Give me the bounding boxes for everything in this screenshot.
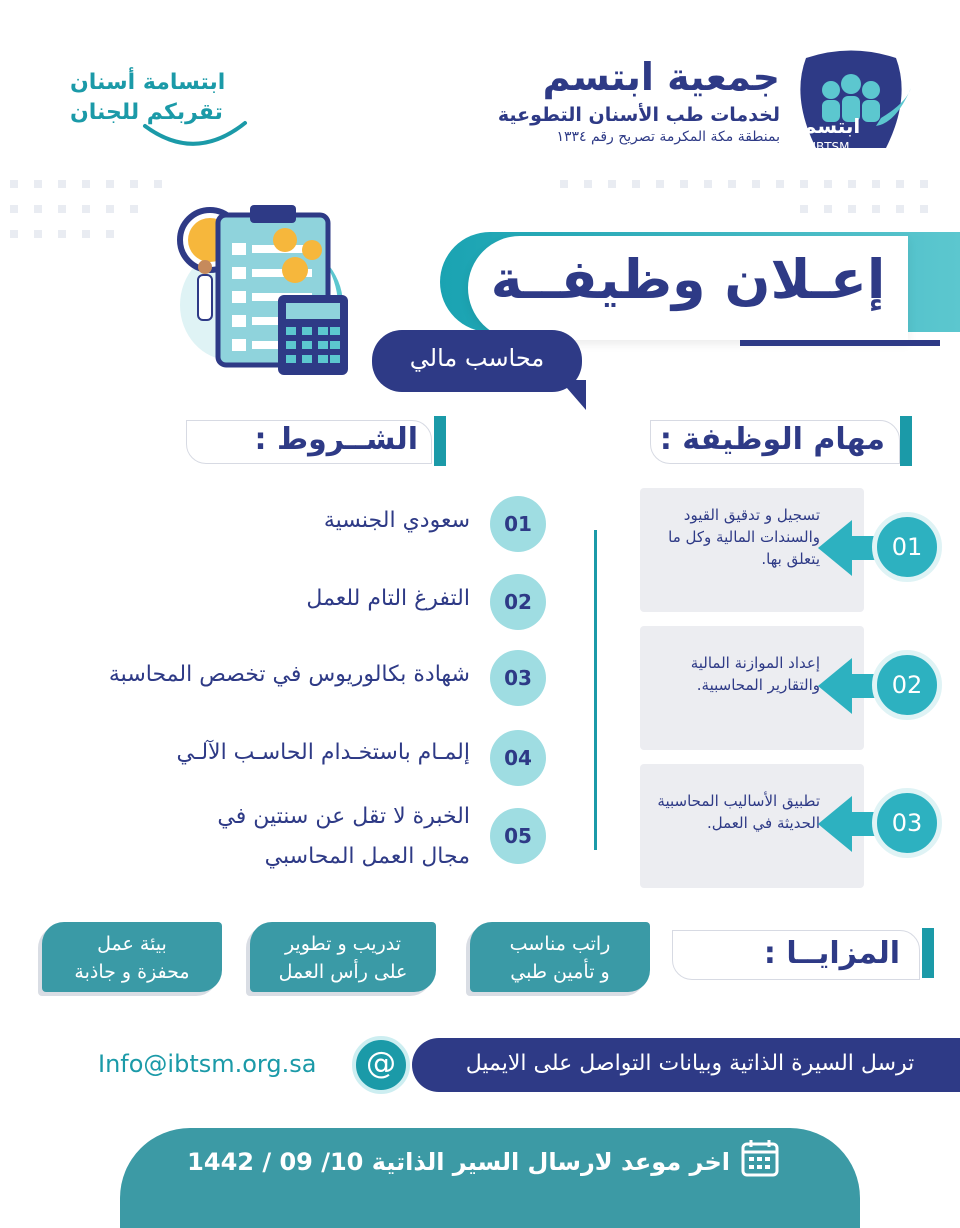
tasks-heading-bar [900,416,912,466]
benefits-heading: المزايــا : [763,936,900,971]
org-permit: بمنطقة مكة المكرمة تصريح رقم ١٣٣٤ [556,129,780,145]
benefit-line-1: راتب مناسب [509,933,611,955]
logo-latin: IBTSM [812,140,850,154]
condition-text: الخبرة لا تقل عن سنتين في [217,804,470,829]
condition-number: 05 [490,808,546,864]
condition-text: شهادة بكالوريوس في تخصص المحاسبة [108,662,470,687]
condition-text: إلمـام باستخـدام الحاسـب الآلـي [176,740,470,765]
benefit-line-1: بيئة عمل [97,933,167,955]
section-divider [594,530,597,850]
email-address[interactable]: Info@ibtsm.org.sa [98,1050,317,1078]
banner-underline [740,340,940,346]
benefit-card [470,922,650,992]
task-number: 02 [872,650,942,720]
condition-text: سعودي الجنسية [323,508,470,533]
condition-number: 01 [490,496,546,552]
task-text: إعداد الموازنة المالية والتقارير المحاسبية. [690,654,820,694]
smile-icon [140,118,250,158]
slogan-line-1: ابتسامة أسنان [70,70,226,95]
conditions-heading: الشــروط : [254,422,418,457]
benefit-line-2: محفزة و جاذبة [74,961,190,983]
task-text: تطبيق الأساليب المحاسبية الحديثة في العمل. [657,792,820,832]
logo-text: ابتسم [801,114,861,138]
benefits-heading-bar [922,928,934,978]
task-number: 03 [872,788,942,858]
benefit-card [250,922,436,992]
at-icon: @ [352,1036,410,1094]
condition-number: 02 [490,574,546,630]
condition-text-line-2: مجال العمل المحاسبي [264,844,470,869]
job-title: محاسب مالي [409,344,545,372]
org-name: جمعية ابتسم [542,55,780,99]
condition-text: التفرغ التام للعمل [306,586,470,611]
conditions-heading-bar [434,416,446,466]
calendar-icon [740,1138,780,1178]
benefit-line-1: تدريب و تطوير [284,933,402,955]
benefit-line-2: و تأمين طبي [510,961,610,983]
condition-number: 03 [490,650,546,706]
benefit-card [42,922,222,992]
banner-title: إعـلان وظيفــة [490,248,886,311]
tasks-heading: مهام الوظيفة : [659,422,885,457]
task-text: تسجيل و تدقيق القيود والسندات المالية وكل ما يتعلق بها. [668,506,820,568]
condition-number: 04 [490,730,546,786]
slogan-line-2: تقربكم للجنان [70,100,223,125]
logo [786,48,916,158]
accounting-illustration-icon [170,195,370,385]
job-title-pill-tail [560,380,586,410]
task-number: 01 [872,512,942,582]
email-instruction: ترسل السيرة الذاتية وبيانات التواصل على الايميل [465,1051,915,1076]
benefit-line-2: على رأس العمل [278,961,408,983]
org-subtitle: لخدمات طب الأسنان التطوعية [497,104,780,126]
deadline-text: اخر موعد لارسال السير الذاتية 10/ 09 / 1442 [187,1148,730,1176]
